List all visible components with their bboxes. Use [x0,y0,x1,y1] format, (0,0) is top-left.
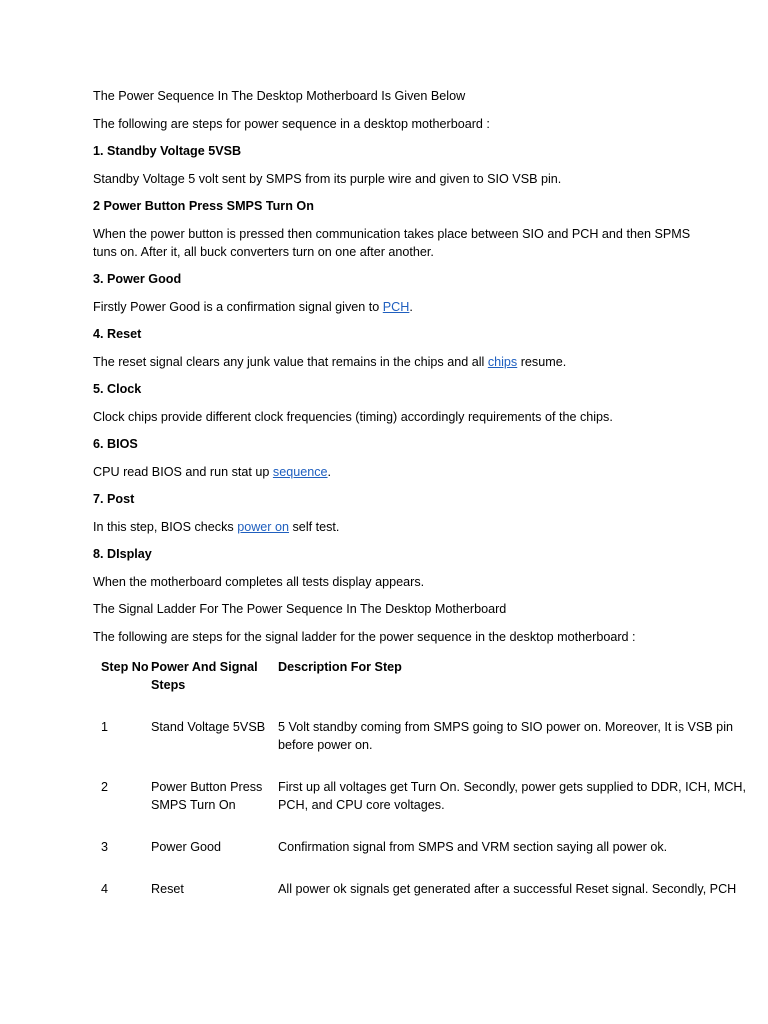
step-title: 5. Clock [93,382,142,396]
table-cell-step: 4 [101,882,109,896]
step-text [93,573,693,591]
step-text [93,353,693,371]
step-title: 7. Post [93,492,135,506]
step-title: 6. BIOS [93,437,138,451]
signal-ladder-table [93,658,758,922]
step-text [93,463,693,481]
table-cell-description: All power ok signals get generated after a successful Reset signal. Secondly, PCH [278,882,737,896]
step-text-part: CPU read BIOS and run stat up [93,464,273,479]
sequence-link[interactable]: sequence [272,464,328,479]
step-text [93,408,693,426]
table-cell-signal: Power Button Press SMPS Turn On [151,780,263,812]
table-row [93,838,758,880]
document-body [93,87,693,655]
table-header-row [93,658,758,718]
document-intro: The following are steps for power sequence in a desktop motherboard : [93,116,490,131]
table-cell-description: First up all voltages get Turn On. Secondly, power gets supplied to DDR, ICH, MCH, PCH, and CPU core voltages. [278,780,747,812]
document-heading: The Power Sequence In The Desktop Motherboard Is Given Below [93,89,466,103]
table-cell-step: 2 [101,780,109,794]
table-cell-description: Confirmation signal from SMPS and VRM section saying all power ok. [278,840,668,854]
table-cell-step: 1 [101,720,109,734]
step-text-part: The reset signal clears any junk value that remains in the chips and all [93,354,488,369]
step-text [93,518,693,536]
step-text-part: Clock chips provide different clock frequencies (timing) accordingly requirements of the chips. [93,409,613,424]
column-header-step: Step No [101,660,149,674]
table-row [93,778,758,838]
chips-link[interactable]: chips [487,354,518,369]
table-cell-signal: Power Good [151,840,222,854]
table-row [93,880,758,922]
table-cell-description: 5 Volt standby coming from SMPS going to SIO power on. Moreover, It is VSB pin before power on. [278,720,733,752]
step-text-part: self test. [289,519,340,534]
table-cell-signal: Reset [151,882,184,896]
table-cell-step: 3 [101,840,109,854]
pch-link[interactable]: PCH [382,299,410,314]
column-header-power-and-signal-steps: Power And Signal Steps [151,660,258,692]
ladder-heading: The Signal Ladder For The Power Sequence In The Desktop Motherboard [93,602,507,616]
step-text [93,225,693,261]
step-text [93,170,693,188]
step-title: 4. Reset [93,327,142,341]
column-header-description: Description For Step [278,660,402,674]
step-text-part: In this step, BIOS checks [93,519,238,534]
step-text-part: resume. [517,354,567,369]
step-text-part: Standby Voltage 5 volt sent by SMPS from its purple wire and given to SIO VSB pin. [93,171,562,186]
step-text-part: Firstly Power Good is a confirmation signal given to [93,299,383,314]
step-title: 8. DIsplay [93,547,152,561]
step-title: 3. Power Good [93,272,182,286]
table-cell-signal: Stand Voltage 5VSB [151,720,266,734]
table-row [93,718,758,778]
step-text [93,298,693,316]
step-title: 1. Standby Voltage 5VSB [93,144,242,158]
step-text-part: . [327,464,332,479]
power-on-link[interactable]: power on [237,519,290,534]
step-text-part: . [409,299,413,314]
ladder-intro: The following are steps for the signal ladder for the power sequence in the desktop motherboard : [93,629,636,644]
step-title: 2 Power Button Press SMPS Turn On [93,199,314,213]
step-text-part: When the power button is pressed then communication takes place between SIO and PCH and then SPMS tuns on. After it, all buck converters turn on one after another. [93,226,691,259]
step-text-part: When the motherboard completes all tests display appears. [93,574,425,589]
